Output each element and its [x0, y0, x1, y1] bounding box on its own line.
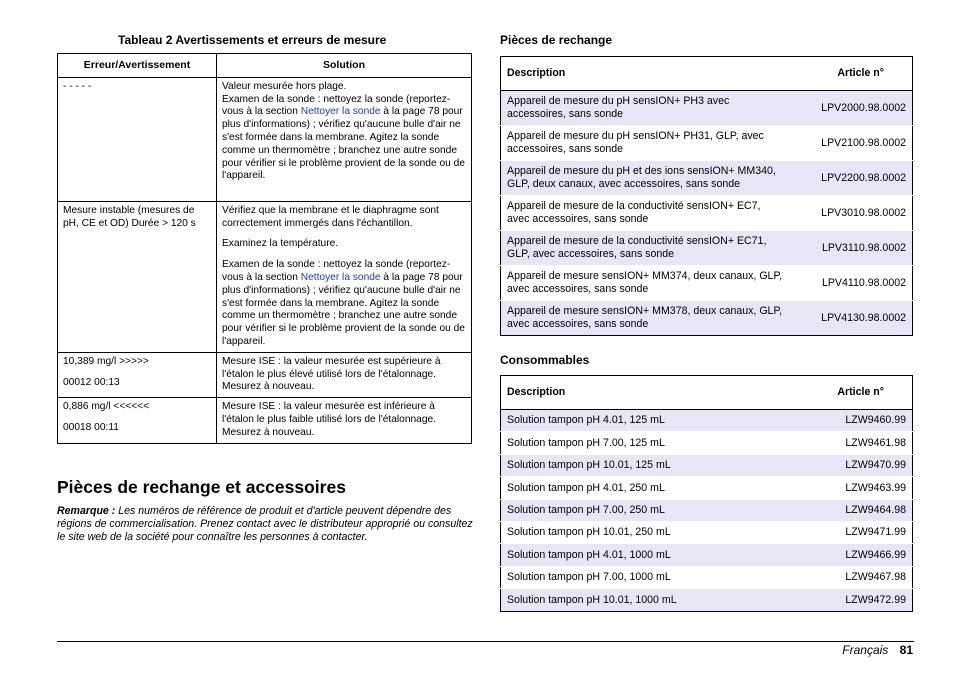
- table-row: [501, 231, 913, 266]
- table-row: [501, 126, 913, 161]
- item-article-number: LZW9461.98: [845, 436, 906, 449]
- cross-reference-link[interactable]: Nettoyer la sonde: [300, 106, 381, 118]
- cross-reference-link[interactable]: Nettoyer la sonde: [300, 271, 381, 283]
- table-row: [501, 301, 913, 336]
- col-header-article: Article n°: [837, 386, 884, 399]
- note-text: Les numéros de référence de produit et d'article peuvent dépendre des régions de commercialisation. Prenez contact avec le distributeur approprié ou consultez le site web de la société pour connaître les personnes à contacter.: [57, 505, 473, 543]
- error-text: - - - - -: [63, 80, 92, 92]
- solution-text: Vérifiez que la membrane et le diaphragme sont correctement immergés dans l'échantillon.: [222, 204, 439, 229]
- item-article-number: LZW9472.99: [845, 593, 906, 606]
- item-article-number: LPV2200.98.0002: [821, 171, 906, 184]
- note-label: Remarque :: [57, 505, 116, 517]
- item-article-number: LPV4110.98.0002: [821, 276, 906, 289]
- item-description: Solution tampon pH 10.01, 1000 mL: [507, 593, 677, 606]
- item-description: Solution tampon pH 4.01, 125 mL: [507, 414, 665, 427]
- item-article-number: LZW9460.99: [845, 414, 906, 427]
- error-text: 00018 00:11: [63, 421, 119, 433]
- item-article-number: LPV3010.98.0002: [821, 206, 906, 219]
- consumables-table: [500, 375, 913, 612]
- table-row: [501, 477, 913, 499]
- solution-cell: [217, 77, 472, 201]
- item-article-number: LPV2000.98.0002: [821, 101, 906, 114]
- item-article-number: LZW9466.99: [845, 548, 906, 561]
- spare-parts-table: [500, 56, 913, 336]
- item-description: Solution tampon pH 7.00, 1000 mL: [507, 571, 671, 584]
- item-article-number: LPV4130.98.0002: [821, 311, 906, 324]
- item-article-number: LZW9470.99: [845, 459, 906, 472]
- item-description: Solution tampon pH 7.00, 125 mL: [507, 436, 665, 449]
- solution-cell: [217, 398, 472, 444]
- item-description: Solution tampon pH 7.00, 250 mL: [507, 503, 665, 516]
- item-description: Appareil de mesure sensION+ MM374, deux canaux, GLP, avec accessoires, sans sonde: [507, 270, 783, 295]
- table-row: [501, 266, 913, 301]
- table-row: [501, 544, 913, 566]
- solution-text: Examen de la sonde : nettoyez la sonde (reportez-vous à la section Nettoyer la sonde à la page 78 pour plus d'informations) ; vérifiez qu'aucune bulle d'air ne s'est formée dans la membrane. Agitez la sonde comme un thermomètre ; branchez une autre sonde pour vérifier si le problème provient de la sonde ou de l'appareil.: [222, 93, 465, 182]
- table-row: [501, 410, 913, 432]
- table-header-row: [501, 57, 913, 91]
- table-row: [501, 432, 913, 454]
- table-row: [501, 499, 913, 521]
- page-number: 81: [899, 643, 913, 657]
- footer-language: Français: [842, 643, 889, 657]
- table-row: [58, 77, 472, 201]
- col-header-error: Erreur/Avertissement: [58, 54, 217, 78]
- footer-divider: [57, 641, 914, 642]
- item-article-number: LPV3110.98.0002: [821, 241, 906, 254]
- section-title: Pièces de rechange et accessoires: [57, 477, 346, 497]
- table-row: [501, 566, 913, 588]
- error-cell: [58, 352, 217, 397]
- item-description: Solution tampon pH 4.01, 1000 mL: [507, 548, 671, 561]
- solution-text: Valeur mesurée hors plage.: [222, 80, 347, 92]
- item-article-number: LZW9464.98: [845, 503, 906, 516]
- error-text: Mesure instable (mesures de pH, CE et OD) Durée > 120 s: [63, 204, 196, 229]
- table-row: [58, 201, 472, 352]
- item-article-number: LZW9467.98: [845, 571, 906, 584]
- error-text: 10,389 mg/l >>>>>: [63, 355, 149, 367]
- col-header-description: Description: [507, 67, 566, 80]
- solution-text: Mesure ISE : la valeur mesurée est supérieure à l'étalon le plus élevé utilisé lors de l'étalonnage. Mesurez à nouveau.: [222, 355, 441, 393]
- warnings-errors-table: [57, 53, 472, 444]
- item-description: Solution tampon pH 10.01, 250 mL: [507, 526, 671, 539]
- table-row: [501, 91, 913, 126]
- col-header-article: Article n°: [837, 67, 884, 80]
- item-description: Appareil de mesure de la conductivité sensION+ EC7, avec accessoires, sans sonde: [507, 200, 761, 225]
- item-description: Appareil de mesure du pH sensION+ PH3 avec accessoires, sans sonde: [507, 95, 730, 120]
- error-cell: [58, 398, 217, 444]
- consumables-heading: Consommables: [500, 353, 590, 367]
- table-row: [501, 196, 913, 231]
- solution-text: Examinez la température.: [222, 238, 339, 250]
- item-description: Appareil de mesure sensION+ MM378, deux canaux, GLP, avec accessoires, sans sonde: [507, 305, 783, 330]
- item-article-number: LZW9471.99: [845, 526, 906, 539]
- table-header-row: [501, 376, 913, 410]
- item-description: Appareil de mesure de la conductivité sensION+ EC71, GLP, avec accessoires, sans sonde: [507, 235, 767, 260]
- table-row: [58, 398, 472, 444]
- item-article-number: LZW9463.99: [845, 481, 906, 494]
- table-row: [501, 161, 913, 196]
- solution-text: Examen de la sonde : nettoyez la sonde (reportez-vous à la section Nettoyer la sonde à la page 78 pour plus d'informations) ; vérifiez qu'aucune bulle d'air ne s'est formée dans la membrane. Agitez la sonde comme un thermomètre ; branchez une autre sonde pour vérifier si le problème provient de la sonde ou de l'appareil.: [222, 259, 465, 347]
- error-cell: [58, 201, 217, 352]
- solution-cell: [217, 201, 472, 352]
- item-description: Solution tampon pH 10.01, 125 mL: [507, 459, 671, 472]
- parts-heading: Pièces de rechange: [500, 33, 613, 47]
- item-description: Solution tampon pH 4.01, 250 mL: [507, 481, 665, 494]
- col-header-description: Description: [507, 386, 566, 399]
- error-text: 0,886 mg/l <<<<<<: [63, 401, 150, 413]
- table-row: [501, 454, 913, 476]
- table-header-row: [58, 54, 472, 78]
- error-text: 00012 00:13: [63, 376, 120, 388]
- col-header-solution: Solution: [217, 54, 472, 78]
- table-row: [58, 352, 472, 397]
- page-footer: [842, 643, 913, 657]
- error-cell: [58, 77, 217, 201]
- table2-caption: Tableau 2 Avertissements et erreurs de mesure: [118, 33, 387, 47]
- note-paragraph: [57, 505, 475, 544]
- solution-text: Mesure ISE : la valeur mesurée est inférieure à l'étalon le plus faible utilisé lors de l'étalonnage. Mesurez à nouveau.: [222, 401, 437, 438]
- item-article-number: LPV2100.98.0002: [821, 136, 906, 149]
- item-description: Appareil de mesure du pH sensION+ PH31, GLP, avec accessoires, sans sonde: [507, 130, 764, 155]
- solution-cell: [217, 352, 472, 397]
- table-row: [501, 589, 913, 611]
- item-description: Appareil de mesure du pH et des ions sensION+ MM340, GLP, deux canaux, avec accessoires, sans sonde: [507, 165, 776, 190]
- table-row: [501, 521, 913, 543]
